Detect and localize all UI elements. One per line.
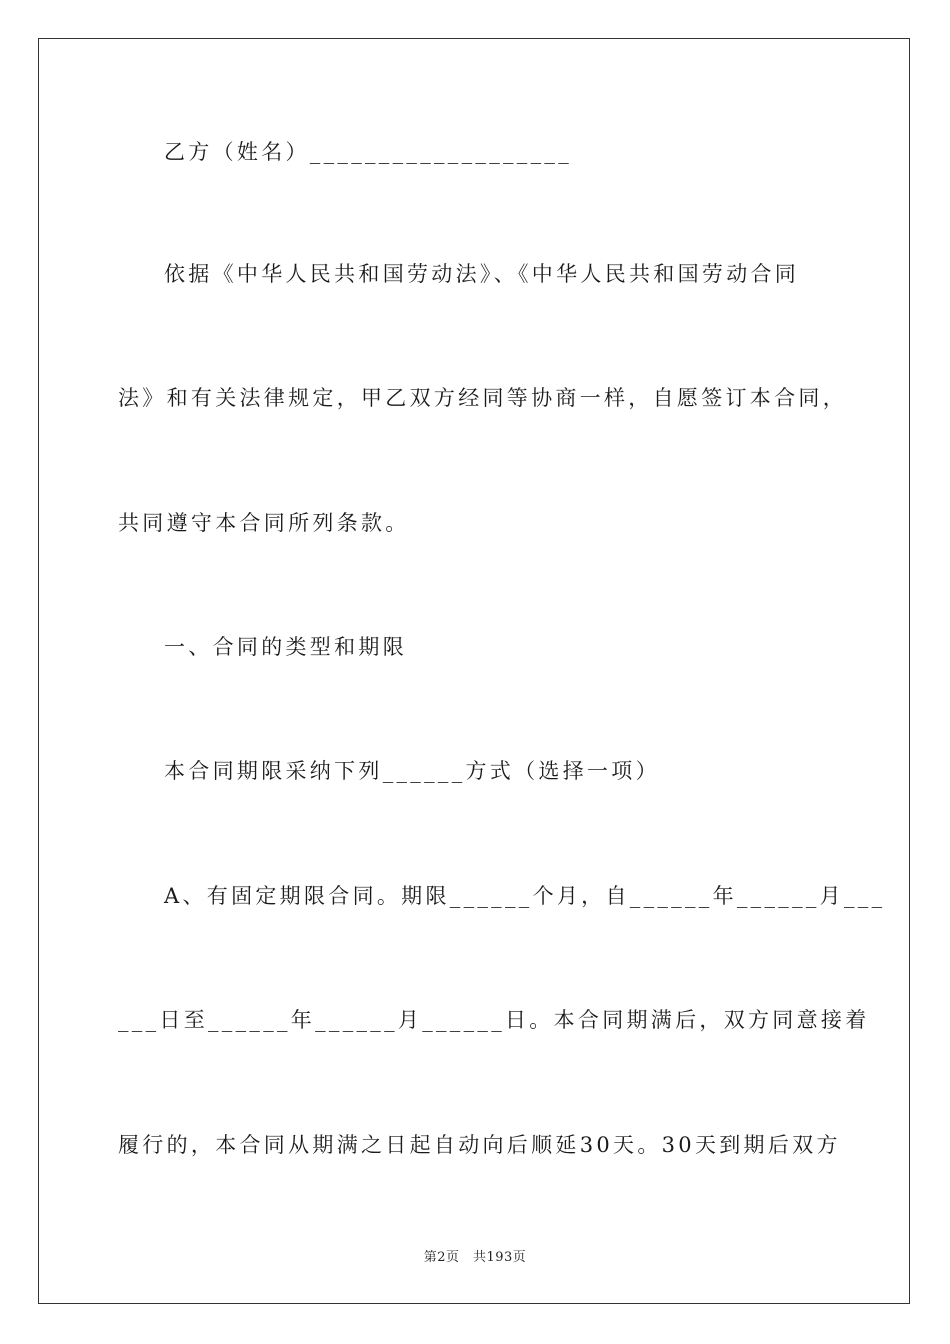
body-text-line: 依据《中华人民共和国劳动法》、《中华人民共和国劳动合同 [164,262,800,286]
body-text-line: 共同遵守本合同所列条款。 [118,511,410,535]
page-number-footer: 第2页 共193页 [423,1250,527,1265]
body-text-line: 履行的，本合同从期满之日起自动向后顺延30天。30天到期后双方 [118,1133,841,1157]
body-text-line: A、有固定期限合同。期限______个月，自______年______月___ [164,884,886,908]
body-text-line: 法》和有关法律规定，甲乙双方经同等协商一样，自愿签订本合同， [118,386,847,410]
page-border [38,38,910,1304]
section-heading: 一、合同的类型和期限 [164,635,407,659]
party-b-name-line: 乙方（姓名）___________________ [164,140,572,164]
body-text-line: 本合同期限采纳下列______方式（选择一项） [164,759,660,783]
body-text-line: ___日至______年______月______日。本合同期满后，双方同意接着 [118,1008,870,1032]
